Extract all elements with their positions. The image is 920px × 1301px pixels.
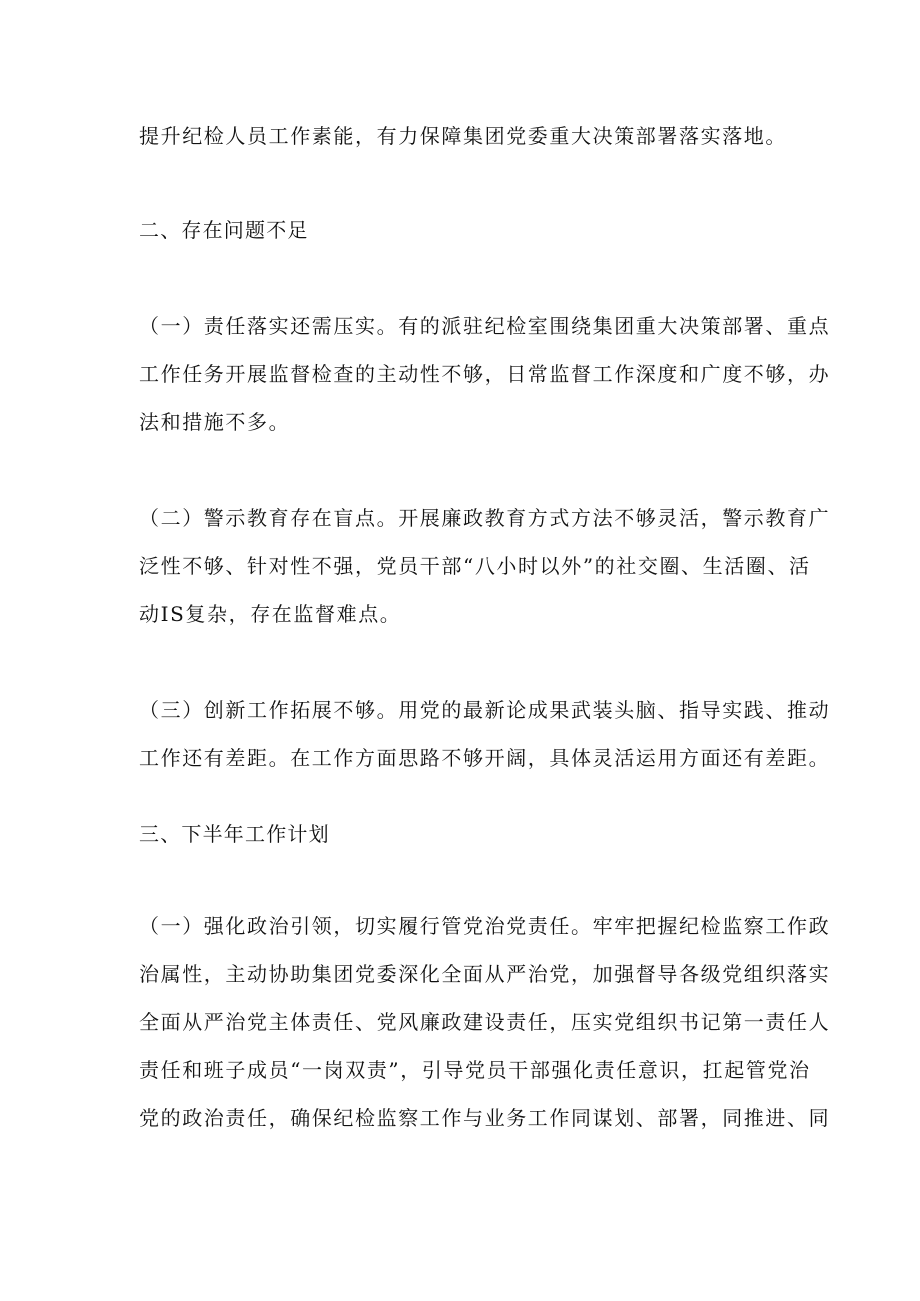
paragraph-line: 动IS复杂，存在监督难点。 — [139, 602, 402, 626]
section-heading: 三、下半年工作计划 — [139, 822, 330, 846]
paragraph-line: （一）责任落实还需压实。有的派驻纪检室围绕集团重大决策部署、重点 — [139, 314, 831, 338]
paragraph-line: （一）强化政治引领，切实履行管党治党责任。牢牢把握纪检监察工作政 — [139, 914, 831, 938]
paragraph-line: 法和措施不多。 — [139, 410, 291, 434]
paragraph-line: 泛性不够、针对性不强，党员干部“八小时以外”的社交圈、生活圈、活 — [139, 554, 811, 578]
paragraph-line: 全面从严治党主体责任、党风廉政建设责任，压实党组织书记第一责任人 — [139, 1010, 831, 1034]
paragraph-line: 提升纪检人员工作素能，有力保障集团党委重大决策部署落实落地。 — [139, 124, 787, 148]
paragraph-line: 工作任务开展监督检查的主动性不够，日常监督工作深度和广度不够，办 — [139, 362, 831, 386]
section-heading: 二、存在问题不足 — [139, 218, 309, 242]
paragraph-line: 工作还有差距。在工作方面思路不够开阔，具体灵活运用方面还有差距。 — [139, 746, 831, 770]
paragraph-line: 党的政治责任，确保纪检监察工作与业务工作同谋划、部署，同推进、同 — [139, 1106, 831, 1130]
paragraph-line: （二）警示教育存在盲点。开展廉政教育方式方法不够灵活，警示教育广 — [139, 506, 831, 530]
paragraph-line: （三）创新工作拓展不够。用党的最新论成果武装头脑、指导实践、推动 — [139, 698, 831, 722]
paragraph-line: 责任和班子成员“一岗双责”，引导党员干部强化责任意识，扛起管党治 — [139, 1058, 811, 1082]
paragraph-line: 治属性，主动协助集团党委深化全面从严治党，加强督导各级党组织落实 — [139, 962, 831, 986]
